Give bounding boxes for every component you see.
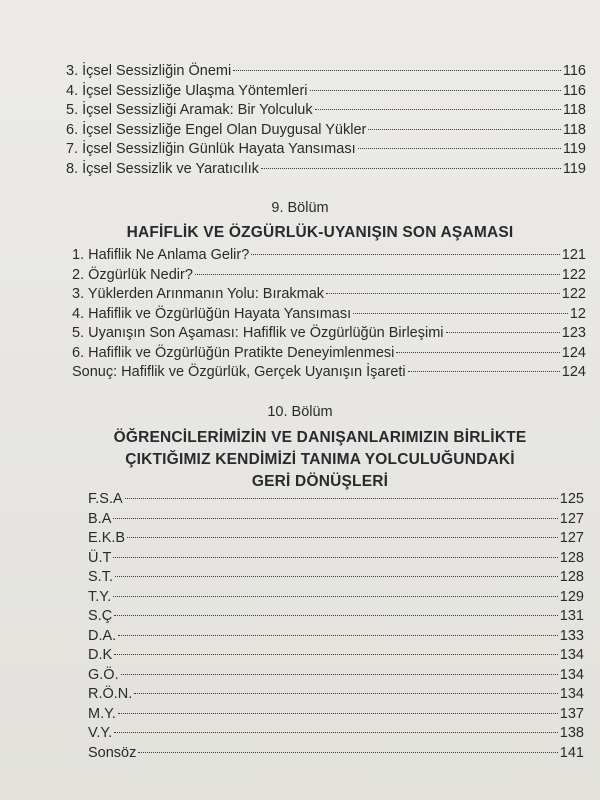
dot-leader (113, 518, 557, 519)
toc-entry-title: B.A (88, 510, 112, 527)
toc-entry-title: 4. Hafiflik ve Özgürlüğün Hayata Yansıması (72, 305, 352, 322)
toc-entry (72, 305, 586, 325)
toc-entry-title: D.A. (88, 627, 117, 644)
dot-leader (195, 274, 560, 275)
toc-entry (66, 121, 586, 141)
dot-leader (446, 332, 560, 333)
toc-entry-page: 124 (561, 344, 586, 361)
toc-entry-page: 133 (559, 627, 584, 644)
toc-entry-page: 12 (569, 305, 586, 322)
toc-entry (88, 705, 584, 725)
dot-leader (115, 576, 558, 577)
toc-entry-title: D.K (88, 647, 113, 663)
toc-entry-page: 118 (562, 102, 586, 118)
dot-leader (113, 596, 558, 597)
toc-entry-title: 1. Hafiflik Ne Anlama Gelir? (72, 247, 250, 263)
dot-leader (261, 168, 561, 169)
toc-entry (66, 160, 586, 180)
dot-leader (310, 90, 561, 91)
toc-entry-page: 128 (559, 549, 584, 566)
toc-entry (88, 588, 584, 608)
toc-entry-page: 123 (561, 325, 586, 341)
chapter-10-number: 10. Bölüm (267, 404, 333, 420)
toc-entry-title: 5. İçsel Sessizliği Aramak: Bir Yolculuk (66, 102, 313, 118)
toc-entry (72, 324, 586, 344)
dot-leader (118, 635, 558, 636)
dot-leader (368, 129, 561, 130)
toc-section-chapter9 (72, 246, 586, 383)
toc-entry (66, 62, 586, 82)
chapter-9-number: 9. Bölüm (271, 200, 329, 216)
dot-leader (118, 713, 558, 714)
toc-entry-title: 3. Yüklerden Arınmanın Yolu: Bırakmak (72, 286, 325, 302)
toc-entry-title: Sonuç: Hafiflik ve Özgürlük, Gerçek Uyanışın İşareti (72, 364, 406, 380)
toc-entry-page: 129 (559, 588, 584, 605)
chapter-10-title (40, 427, 600, 493)
toc-entry-page: 128 (559, 569, 584, 585)
toc-entry-page: 122 (561, 266, 586, 283)
toc-entry-page: 125 (559, 491, 584, 507)
toc-entry-page: 121 (561, 247, 586, 263)
dot-leader (353, 313, 568, 314)
toc-entry-title: 3. İçsel Sessizliğin Önemi (66, 63, 232, 79)
toc-entry-page: 116 (562, 82, 586, 99)
toc-entry-page: 138 (559, 725, 584, 741)
dot-leader (114, 732, 558, 733)
toc-entry-title: R.Ö.N. (88, 686, 133, 702)
toc-entry-page: 118 (562, 121, 586, 138)
chapter-9-title: HAFİFLİK VE ÖZGÜRLÜK-UYANIŞIN SON AŞAMASI (126, 224, 514, 241)
toc-entry-title: Ü.T (88, 549, 112, 566)
toc-entry (88, 529, 584, 549)
toc-entry (88, 627, 584, 647)
toc-entry-page: 116 (562, 63, 586, 79)
toc-entry-page: 119 (562, 141, 586, 157)
toc-entry-title: 4. İçsel Sessizliğe Ulaşma Yöntemleri (66, 82, 308, 99)
toc-entry-page: 127 (559, 510, 584, 527)
toc-entry-title: S.Ç (88, 608, 113, 624)
dot-leader (134, 693, 557, 694)
chapter-10-title-line: ÇIKTIĞIMIZ KENDİMİZİ TANIMA YOLCULUĞUNDAKİ (125, 451, 515, 468)
toc-entry (88, 724, 584, 744)
dot-leader (114, 654, 558, 655)
toc-entry (72, 285, 586, 305)
toc-entry (66, 101, 586, 121)
toc-entry (88, 510, 584, 530)
toc-section-chapter10 (88, 490, 584, 763)
toc-entry-title: E.K.B (88, 530, 126, 546)
toc-entry-title: S.T. (88, 569, 113, 585)
toc-entry-title: T.Y. (88, 588, 112, 605)
toc-entry-title: 5. Uyanışın Son Aşaması: Hafiflik ve Özgürlüğün Birleşimi (72, 325, 444, 341)
toc-entry-page: 131 (559, 608, 584, 624)
toc-entry (88, 646, 584, 666)
chapter-10-title-line: ÖĞRENCİLERİMİZİN VE DANIŞANLARIMIZIN BİRLİKTE (113, 429, 527, 446)
toc-entry (66, 140, 586, 160)
dot-leader (326, 293, 560, 294)
toc-entry (88, 549, 584, 569)
toc-entry (72, 246, 586, 266)
dot-leader (396, 352, 559, 353)
toc-entry (72, 266, 586, 286)
toc-entry-page: 134 (559, 647, 584, 663)
toc-entry-title: 8. İçsel Sessizlik ve Yaratıcılık (66, 160, 259, 177)
toc-entry-title: 7. İçsel Sessizliğin Günlük Hayata Yansıması (66, 141, 356, 157)
dot-leader (114, 615, 558, 616)
toc-entry (72, 344, 586, 364)
dot-leader (125, 498, 558, 499)
toc-entry-title: F.S.A (88, 491, 123, 507)
toc-entry-title: 2. Özgürlük Nedir? (72, 266, 193, 283)
toc-entry-page: 137 (559, 705, 584, 722)
toc-section-chapter8-continued (66, 62, 586, 179)
toc-entry-page: 124 (561, 364, 586, 380)
toc-entry (88, 568, 584, 588)
toc-entry-title: G.Ö. (88, 666, 119, 683)
dot-leader (127, 537, 558, 538)
dot-leader (408, 371, 560, 372)
dot-leader (138, 752, 557, 753)
toc-entry-page: 119 (562, 160, 586, 177)
toc-entry (88, 685, 584, 705)
toc-entry-page: 122 (561, 286, 586, 302)
toc-entry (88, 490, 584, 510)
toc-entry-page: 141 (559, 744, 584, 761)
toc-entry (72, 363, 586, 383)
toc-entry-page: 127 (559, 530, 584, 546)
dot-leader (251, 254, 560, 255)
toc-entry (66, 82, 586, 102)
toc-entry-title: Sonsöz (88, 744, 137, 761)
dot-leader (233, 70, 561, 71)
chapter-10-title-line: GERİ DÖNÜŞLERİ (251, 473, 389, 490)
toc-entry-title: M.Y. (88, 705, 116, 722)
dot-leader (121, 674, 558, 675)
toc-entry-title: V.Y. (88, 725, 113, 741)
toc-entry-page: 134 (559, 666, 584, 683)
toc-entry (88, 744, 584, 764)
dot-leader (113, 557, 557, 558)
toc-entry-title: 6. İçsel Sessizliğe Engel Olan Duygusal Yükler (66, 121, 367, 138)
dot-leader (315, 109, 561, 110)
toc-entry (88, 607, 584, 627)
toc-entry-page: 134 (559, 686, 584, 702)
dot-leader (358, 148, 561, 149)
toc-entry (88, 666, 584, 686)
toc-entry-title: 6. Hafiflik ve Özgürlüğün Pratikte Deneyimlenmesi (72, 344, 395, 361)
